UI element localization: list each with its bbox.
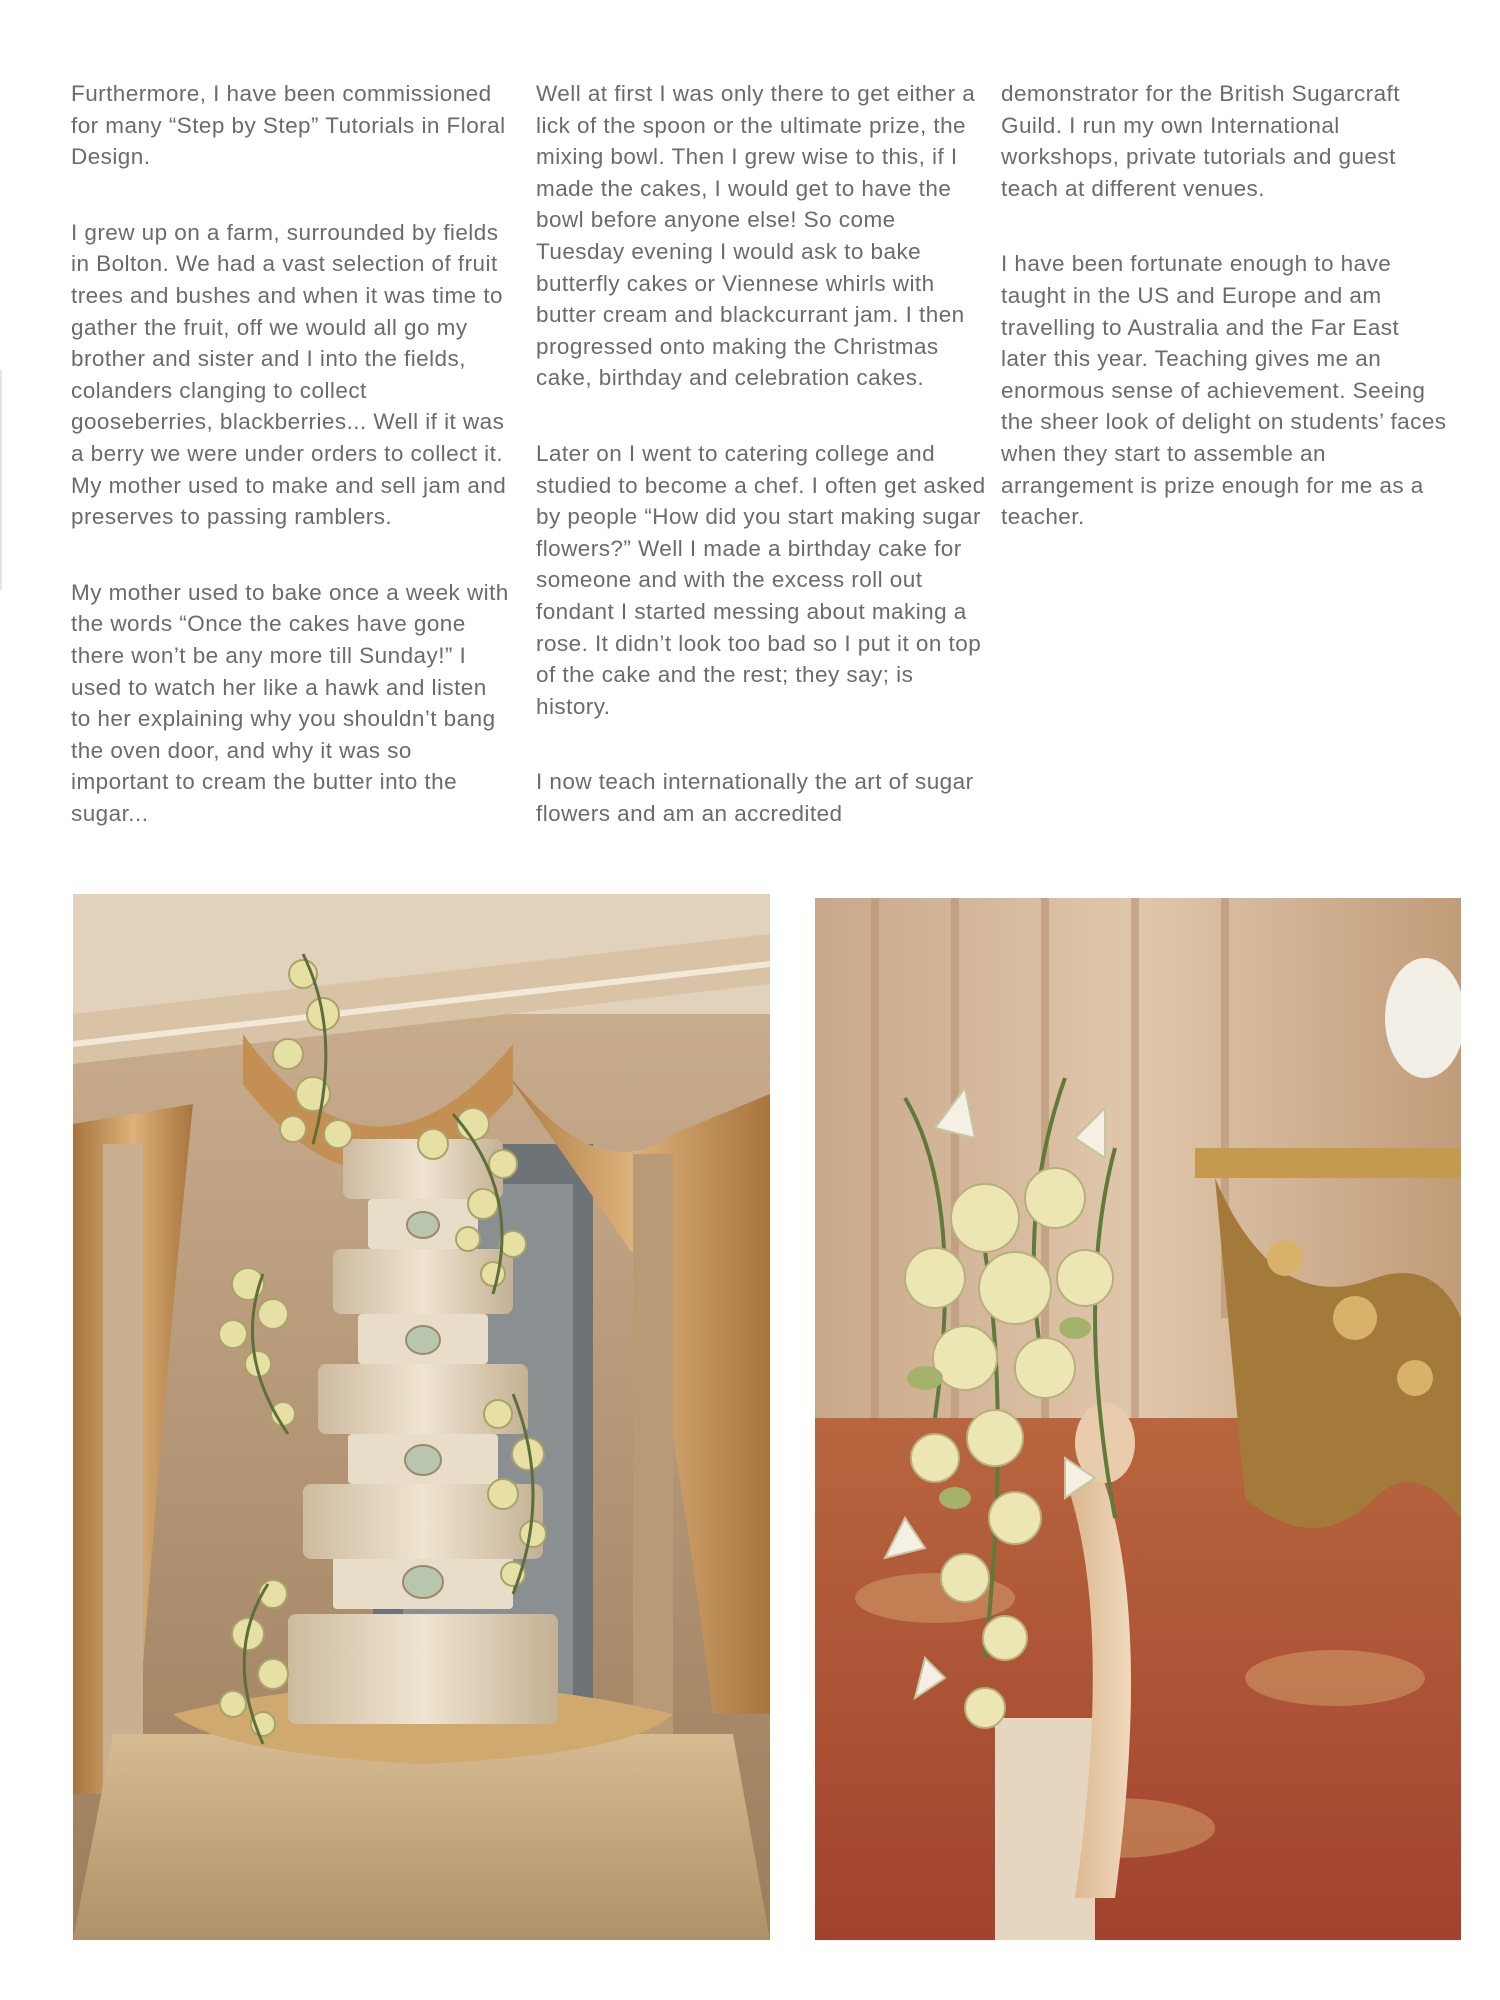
text-column-2 xyxy=(536,78,986,873)
paragraph: Later on I went to catering college and studied to become a chef. I often get asked by people “How did you start making sugar flowers?” Well I made a birthday cake for someone and with the excess roll out fondant I started messing about making a rose. It didn’t look too bad so I put it on top of the cake and the rest; they say; is history. xyxy=(536,440,986,719)
bouquet-photo xyxy=(815,898,1461,1940)
paragraph: Well at first I was only there to get either a lick of the spoon or the ultimate prize, the mixing bowl. Then I grew wise to this, if I made the cakes, I would get to have the bowl before anyone else! So come Tuesday evening I would ask to bake butterfly cakes or Viennese whirls with butter cream and blackcurrant jam. I then progressed onto making the Christmas cake, birthday and celebration cakes. xyxy=(536,81,976,391)
paragraph: I grew up on a farm, surrounded by fields in Bolton. We had a vast selection of fruit trees and bushes and when it was time to gather the fruit, off we would all go my brother and sister and I into the fields, colanders clanging to collect gooseberries, blackberries... Well if it was a berry we were under orders to collect it. My mother used to make and sell jam and preserves to passing ramblers. xyxy=(71,219,507,530)
paragraph: I now teach internationally the art of sugar flowers and am an accredited xyxy=(536,769,974,826)
text-column-3 xyxy=(1001,78,1451,577)
paragraph: Furthermore, I have been commissioned for many “Step by Step” Tutorials in Floral Design. xyxy=(71,81,506,170)
paragraph: I have been fortunate enough to have taught in the US and Europe and am travelling to Australia and the Far East later this year. Teaching gives me an enormous sense of achievement. Seeing the sheer look of delight on students’ faces when they start to assemble an arrangement is prize enough for me as a teacher. xyxy=(1001,251,1447,530)
wedding-cake-illustration xyxy=(73,894,770,1940)
paragraph: demonstrator for the British Sugarcraft Guild. I run my own International workshops, private tutorials and guest teach at different venues. xyxy=(1001,81,1400,201)
paragraph: My mother used to bake once a week with the words “Once the cakes have gone there won’t be any more till Sunday!” I used to watch her like a hawk and listen to her explaining why you shouldn’t bang the oven door, and why it was so important to cream the butter into the sugar... xyxy=(71,579,509,826)
text-column-1 xyxy=(71,78,511,873)
wedding-cake-photo xyxy=(73,894,770,1940)
page-edge-mark xyxy=(0,370,2,590)
bouquet-illustration xyxy=(815,898,1461,1940)
